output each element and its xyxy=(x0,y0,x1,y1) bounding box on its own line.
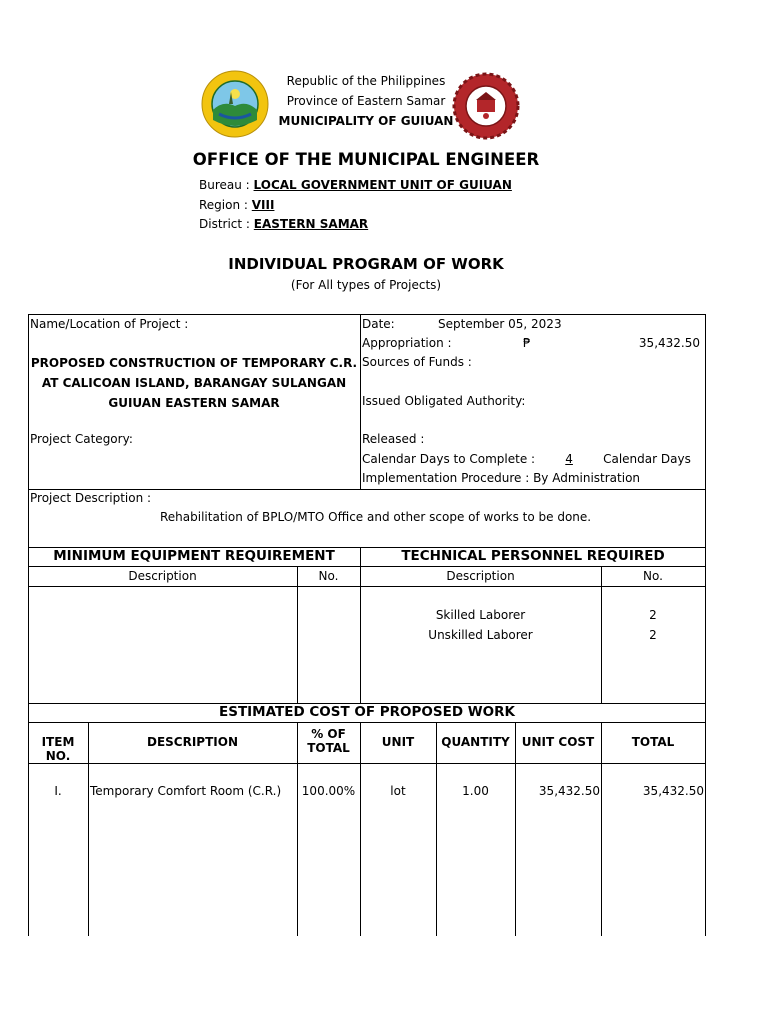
personnel-col-description: Description xyxy=(446,569,515,583)
engineering-office-seal-logo xyxy=(452,72,520,140)
calendar-days-label: Calendar Days to Complete : xyxy=(362,452,536,466)
personnel-row-no: 2 xyxy=(649,628,657,642)
released-label: Released : xyxy=(362,432,425,446)
personnel-title: TECHNICAL PERSONNEL REQUIRED xyxy=(401,548,665,564)
sources-of-funds-label: Sources of Funds : xyxy=(362,355,472,369)
cost-row-quantity: 1.00 xyxy=(462,784,489,798)
program-subtitle: (For All types of Projects) xyxy=(290,278,442,292)
region-label: Region : xyxy=(199,197,248,212)
province-text: Province of Eastern Samar xyxy=(286,94,446,108)
region-value: VIII xyxy=(251,197,275,212)
project-category-label: Project Category: xyxy=(30,432,133,446)
date-label: Date: xyxy=(362,317,395,331)
project-description-value: Rehabilitation of BPLO/MTO Office and other scope of works to be done. xyxy=(160,510,592,524)
issued-authority-label: Issued Obligated Authority: xyxy=(362,394,526,408)
appropriation-label: Appropriation : xyxy=(362,336,452,350)
republic-text: Republic of the Philippines xyxy=(286,74,446,88)
office-title: OFFICE OF THE MUNICIPAL ENGINEER xyxy=(192,150,540,169)
equipment-col-description: Description xyxy=(128,569,197,583)
cost-col-total: TOTAL xyxy=(631,735,675,749)
personnel-row-no: 2 xyxy=(649,608,657,622)
cost-col-percent-line2: TOTAL xyxy=(307,741,350,755)
cost-col-quantity: QUANTITY xyxy=(441,735,510,749)
district-value: EASTERN SAMAR xyxy=(253,217,369,231)
bureau-value: LOCAL GOVERNMENT UNIT OF GUIUAN xyxy=(253,178,512,192)
cost-col-percent xyxy=(297,727,360,755)
project-name-line2: AT CALICOAN ISLAND, BARANGAY SULANGAN xyxy=(41,376,347,390)
project-description-label: Project Description : xyxy=(30,491,152,505)
cost-col-description: DESCRIPTION xyxy=(146,735,238,749)
cost-row-description: Temporary Comfort Room (C.R.) xyxy=(90,784,282,798)
cost-row-item-no: I. xyxy=(54,784,62,798)
personnel-row-description: Skilled Laborer xyxy=(435,608,526,622)
municipality-text: MUNICIPALITY OF GUIUAN xyxy=(278,114,454,128)
equipment-col-no: No. xyxy=(318,569,339,583)
cost-col-unit: UNIT xyxy=(381,735,415,749)
project-name-line3: GUIUAN EASTERN SAMAR xyxy=(108,396,280,410)
cost-title: ESTIMATED COST OF PROPOSED WORK xyxy=(219,704,515,720)
cost-col-percent-line1: % OF xyxy=(311,727,346,741)
calendar-days-value: 4 xyxy=(565,452,573,466)
personnel-col-no: No. xyxy=(643,569,663,583)
program-title: INDIVIDUAL PROGRAM OF WORK xyxy=(228,255,504,273)
cost-col-item-no: ITEM NO. xyxy=(41,735,75,763)
cost-row-total: 35,432.50 xyxy=(642,784,704,798)
equipment-title: MINIMUM EQUIPMENT REQUIREMENT xyxy=(53,548,335,564)
cost-row-unit-cost: 35,432.50 xyxy=(538,784,600,798)
cost-row-unit: lot xyxy=(390,784,406,798)
district-label: District : xyxy=(199,217,250,231)
calendar-days-suffix: Calendar Days xyxy=(603,452,691,466)
implementation-procedure: Implementation Procedure : By Administration xyxy=(362,471,641,485)
bureau-label: Bureau : xyxy=(199,178,250,192)
calendar-days-row xyxy=(362,452,691,466)
date-value: September 05, 2023 xyxy=(438,317,562,331)
guiuan-seal-logo xyxy=(201,70,269,138)
project-name-line1: PROPOSED CONSTRUCTION OF TEMPORARY C.R. xyxy=(30,356,358,370)
personnel-row-description: Unskilled Laborer xyxy=(428,628,533,642)
cost-row-percent: 100.00% xyxy=(301,784,356,798)
appropriation-currency: ₱ xyxy=(523,336,531,350)
project-name-label: Name/Location of Project : xyxy=(30,317,189,331)
appropriation-value: 35,432.50 xyxy=(638,336,700,350)
cost-col-unit-cost: UNIT COST xyxy=(521,735,595,749)
